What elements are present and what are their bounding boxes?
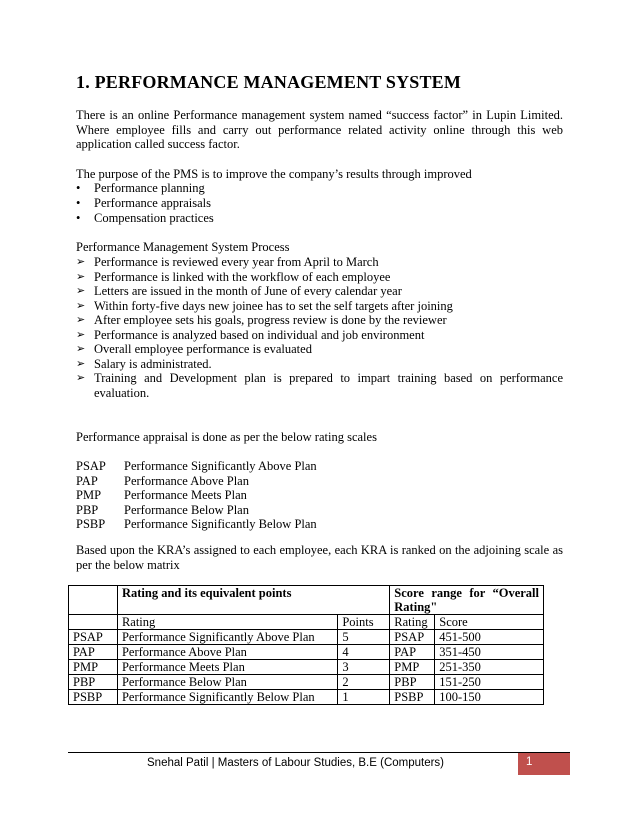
bullet-icon: •: [76, 196, 81, 210]
arrow-bullet-icon: ➢: [76, 285, 86, 297]
table-cell: 451-500: [435, 630, 544, 645]
page-number: 1: [526, 756, 533, 768]
section-title: 1. PERFORMANCE MANAGEMENT SYSTEM: [76, 72, 462, 92]
table-cell: [69, 586, 118, 615]
list-item: • Performance planning: [76, 181, 205, 195]
table-cell: Performance Below Plan: [117, 675, 337, 690]
table-row: [69, 675, 544, 690]
arrow-bullet-icon: ➢: [76, 256, 86, 268]
table-row: [69, 645, 544, 660]
table-cell: PSAP: [390, 630, 435, 645]
table-cell: 3: [338, 660, 390, 675]
scale-desc: Performance Above Plan: [124, 473, 249, 488]
appraisal-text: Performance appraisal is done as per the below rating scales: [76, 430, 377, 444]
list-item: ➢ Overall employee performance is evaluated: [76, 342, 312, 356]
purpose-text: The purpose of the PMS is to improve the company’s results through improved: [76, 167, 472, 181]
table-column-header: Points: [338, 615, 390, 630]
table-cell: PSBP: [69, 690, 118, 705]
table-cell: PBP: [69, 675, 118, 690]
table-cell: 100-150: [435, 690, 544, 705]
table-cell: 5: [338, 630, 390, 645]
scale-row: [76, 503, 317, 518]
scale-code: PSAP: [76, 459, 106, 473]
scale-code: PAP: [76, 473, 98, 488]
list-item: • Compensation practices: [76, 211, 214, 225]
arrow-bullet-icon: ➢: [76, 270, 86, 283]
scale-row: [76, 459, 317, 474]
scale-row: [76, 474, 317, 489]
table-cell: Performance Meets Plan: [117, 660, 337, 675]
arrow-bullet-icon: ➢: [76, 343, 86, 355]
arrow-bullet-icon: ➢: [76, 299, 86, 312]
table-cell: 4: [338, 645, 390, 660]
scale-code: PBP: [76, 502, 99, 517]
table-header-row: [69, 586, 544, 615]
rating-scale-list: [76, 459, 317, 532]
list-item: ➢ Letters are issued in the month of June of every calendar year: [76, 284, 402, 298]
scale-row: [76, 488, 317, 503]
list-item: ➢ After employee sets his goals, progress review is done by the reviewer: [76, 313, 447, 327]
table-cell: Performance Significantly Above Plan: [117, 630, 337, 645]
scale-code: PMP: [76, 488, 102, 502]
process-list: [76, 255, 563, 400]
list-item: ➢ Training and Development plan is prepared to impart training based on performance evaluation.: [76, 371, 563, 400]
table-column-header: Score: [435, 615, 544, 630]
list-item: • Performance appraisals: [76, 196, 211, 210]
scale-row: [76, 517, 317, 532]
intro-paragraph: There is an online Performance management system named “success factor” in Lupin Limited. Where employee fills and carry out performance related activity online through this web application called success factor.: [76, 108, 563, 151]
table-cell: 351-450: [435, 645, 544, 660]
list-item: ➢ Within forty-five days new joinee has to set the self targets after joining: [76, 298, 453, 313]
scale-desc: Performance Below Plan: [124, 502, 249, 517]
table-cell: PBP: [390, 675, 435, 690]
scale-desc: Performance Meets Plan: [124, 488, 247, 502]
table-cell: PMP: [390, 660, 435, 675]
table-column-header: Rating: [117, 615, 337, 630]
table-cell: PAP: [69, 645, 118, 660]
arrow-bullet-icon: ➢: [76, 314, 86, 326]
table-cell: Performance Above Plan: [117, 645, 337, 660]
arrow-bullet-icon: ➢: [76, 328, 86, 341]
list-item: ➢ Salary is administrated.: [76, 356, 212, 371]
kra-paragraph: Based upon the KRA’s assigned to each employee, each KRA is ranked on the adjoining scale as per the below matrix: [76, 543, 563, 572]
process-heading: Performance Management System Process: [76, 240, 290, 254]
table-cell: PSAP: [69, 630, 118, 645]
table-header-right: Score range for “Overall Rating": [390, 586, 544, 615]
purpose-list: [76, 181, 214, 226]
table-cell: 151-250: [435, 675, 544, 690]
table-cell: 2: [338, 675, 390, 690]
table-cell: 1: [338, 690, 390, 705]
rating-matrix-table: [68, 585, 544, 705]
table-row: [69, 660, 544, 675]
table-cell: PMP: [69, 660, 118, 675]
table-cell: PAP: [390, 645, 435, 660]
footer-divider: [68, 752, 570, 753]
table-row: [69, 690, 544, 705]
footer-author: Snehal Patil | Masters of Labour Studies, B.E (Computers): [147, 757, 445, 769]
table-cell: Performance Significantly Below Plan: [117, 690, 337, 705]
table-header-left: Rating and its equivalent points: [117, 586, 389, 615]
list-item: ➢ Performance is reviewed every year from April to March: [76, 255, 379, 269]
table-row: [69, 630, 544, 645]
list-item: ➢ Performance is analyzed based on individual and job environment: [76, 327, 425, 342]
page-number-badge: [518, 753, 570, 775]
arrow-bullet-icon: ➢: [76, 357, 86, 370]
table-cell: PSBP: [390, 690, 435, 705]
table-subheader-row: [69, 615, 544, 630]
list-item: ➢ Performance is linked with the workflow of each employee: [76, 269, 391, 284]
table-cell: [69, 615, 118, 630]
scale-desc: Performance Significantly Below Plan: [124, 517, 317, 531]
scale-code: PSBP: [76, 517, 106, 531]
scale-desc: Performance Significantly Above Plan: [124, 459, 317, 473]
table-column-header: Rating: [390, 615, 435, 630]
bullet-icon: •: [76, 211, 81, 225]
bullet-icon: •: [76, 181, 81, 195]
table-cell: 251-350: [435, 660, 544, 675]
arrow-bullet-icon: ➢: [76, 372, 86, 384]
